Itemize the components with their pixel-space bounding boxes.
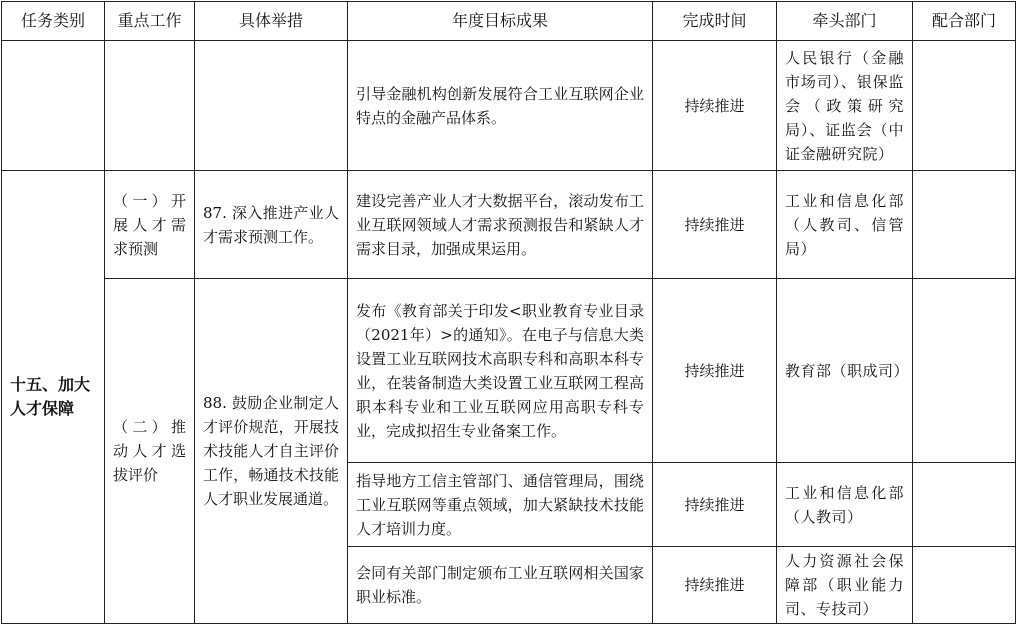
lead-dept-cell: 教育部（职成司） — [777, 279, 913, 463]
time-cell: 持续推进 — [653, 547, 777, 624]
measure-cell-empty — [195, 41, 348, 171]
support-dept-cell — [913, 171, 1016, 279]
header-category: 任务类别 — [2, 2, 105, 41]
target-cell: 指导地方工信主管部门、通信管理局，围绕工业互联网等重点领域，加大紧缺技术技能人才培训力度。 — [348, 463, 653, 547]
target-cell: 引导金融机构创新发展符合工业互联网企业特点的金融产品体系。 — [348, 41, 653, 171]
lead-dept-cell: 人民银行（金融市场司）、银保监会（政策研究局）、证监会（中证金融研究院） — [777, 41, 913, 171]
work-item-cell: （一）开展人才需求预测 — [105, 171, 195, 279]
header-key-work: 重点工作 — [105, 2, 195, 41]
header-completion-time: 完成时间 — [653, 2, 777, 41]
target-cell: 建设完善产业人才大数据平台，滚动发布工业互联网领域人才需求预测报告和紧缺人才需求目录，加强成果运用。 — [348, 171, 653, 279]
header-row — [2, 2, 1016, 41]
table-row — [2, 41, 1016, 171]
header-lead-dept: 牵头部门 — [777, 2, 913, 41]
category-cell-empty — [2, 41, 105, 171]
header-measures: 具体举措 — [195, 2, 348, 41]
time-cell: 持续推进 — [653, 463, 777, 547]
target-cell: 会同有关部门制定颁布工业互联网相关国家职业标准。 — [348, 547, 653, 624]
support-dept-cell — [913, 279, 1016, 463]
measure-cell: 87. 深入推进产业人才需求预测工作。 — [195, 171, 348, 279]
time-cell: 持续推进 — [653, 171, 777, 279]
measure-cell: 88. 鼓励企业制定人才评价规范，开展技术技能人才自主评价工作，畅通技术技能人才职业发展通道。 — [195, 279, 348, 624]
header-support-dept: 配合部门 — [913, 2, 1016, 41]
lead-dept-cell: 人力资源社会保障部（职业能力司、专技司） — [777, 547, 913, 624]
task-table — [1, 1, 1016, 624]
category-cell: 十五、加大人才保障 — [2, 171, 105, 624]
support-dept-cell — [913, 547, 1016, 624]
support-dept-cell — [913, 41, 1016, 171]
lead-dept-cell: 工业和信息化部（人教司、信管局） — [777, 171, 913, 279]
support-dept-cell — [913, 463, 1016, 547]
time-cell: 持续推进 — [653, 41, 777, 171]
header-annual-target: 年度目标成果 — [348, 2, 653, 41]
time-cell: 持续推进 — [653, 279, 777, 463]
target-cell: 发布《教育部关于印发<职业教育专业目录（2021年）>的通知》。在电子与信息大类设置工业互联网技术高职专科和高职本科专业，在装备制造大类设置工业互联网工程高职本科专业和工业互联网应用高职专科专业，完成拟招生专业备案工作。 — [348, 279, 653, 463]
work-item-cell: （二）推动人才选拔评价 — [105, 279, 195, 624]
work-cell-empty — [105, 41, 195, 171]
table-row — [2, 279, 1016, 463]
lead-dept-cell: 工业和信息化部（人教司） — [777, 463, 913, 547]
table-row — [2, 171, 1016, 279]
